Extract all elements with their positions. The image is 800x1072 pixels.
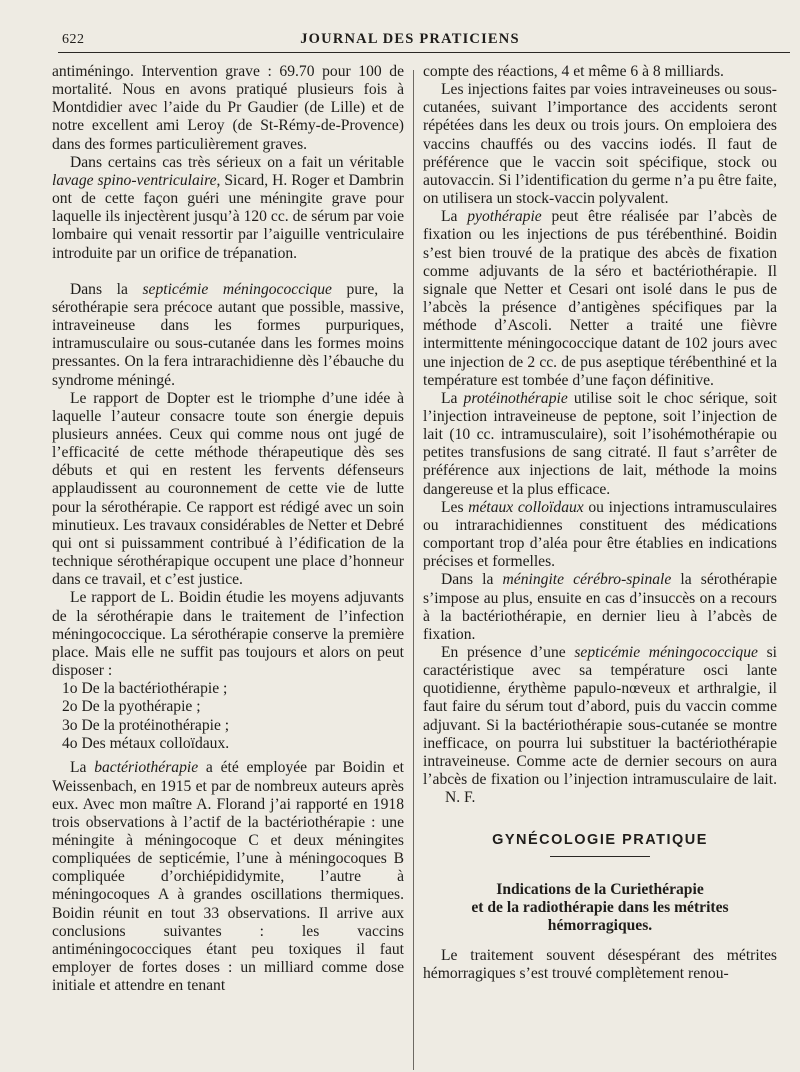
- section-rule: [550, 856, 650, 857]
- right-column: [423, 63, 777, 983]
- paragraph: Dans la septicémie méningococcique pure, la sérothérapie sera précoce autant que possible, massive, intraveineuse dans les formes purpuriques, intramusculaire ou sous-cutanée dans les formes moins pressantes. On la fera intrarachidienne dès l’ébauche du syndrome méningé.: [52, 280, 404, 389]
- article-title-line: hémorragiques.: [547, 916, 653, 934]
- paragraph: Le rapport de Dopter est le triomphe d’une idée à laquelle l’auteur consacre toute son énergie depuis plusieurs années. Ceux qui comme nous ont jugé de l’efficacité de cette méthode thérapeutique dès ses débuts et qui en restent les fervents défenseurs applaudissent au couronnement de cette vie de lutte pour la sérothérapie. Ce rapport est rédigé avec un soin minutieux. Les travaux considérables de Netter et Debré qui ont si puissamment contribué à l’édification de la technique sérothérapique occupent une place d’honneur dans ce travail, et c’est justice.: [52, 389, 404, 589]
- page-header: [40, 28, 780, 50]
- paragraph: La pyothérapie peut être réalisée par l’abcès de fixation ou les injections de pus térébenthiné. Boidin s’est bien trouvé de la pratique des abcès de fixation comme adjuvants de la séro et bactériothérapie. Il signale que Netter et Cesari ont isolé dans le pus de l’abcès la présence d’antigènes spécifiques par la méthode d’Ascoli. Netter a traité une fièvre intermittente méningococcique datant de 102 jours avec une injection de 2 cc. de pus aseptique térébenthiné et la température est tombée d’une façon définitive.: [423, 208, 777, 389]
- article-title-line: et de la radiothérapie dans les métrites: [471, 898, 729, 916]
- list-item: 3o De la protéinothérapie ;: [62, 716, 230, 734]
- paragraph: La protéinothérapie utilise soit le choc sérique, soit l’injection intraveineuse de peptone, soit l’injection de lait (10 cc. intramusculaire), soit l’isohémothérapie ou petites transfusions de sang citraté. Il faut s’arrêter de préférence aux injections de lait, méthode la moins dangereuse et la plus efficace.: [423, 389, 777, 498]
- paragraph: La bactériothérapie a été employée par Boidin et Weissenbach, en 1915 et par de nombreux auteurs après eux. Avec mon maître A. Florand j’ai rapporté en 1918 trois observations à l’actif de la bactériothérapie : une méningite à méningocoque C et deux méningites compliquées de septicémie, l’une à méningocoques B compliquée d’orchiépididymite, l’autre à méningocoques A à grandes oscillations thermiques. Boidin réunit en tout 33 observations. Il arrive aux conclusions suivantes : les vaccins antiméningococciques étant peu toxiques il faut employer de fortes doses : un milliard comme dose initiale et attendre en tenant: [52, 759, 404, 995]
- list-item: 4o Des métaux colloïdaux.: [62, 735, 230, 753]
- paragraph: Le rapport de L. Boidin étudie les moyens adjuvants de la sérothérapie dans le traitement de l’infection méningococcique. La sérothérapie conserve la première place. Mais elle ne suffit pas toujours et alors on peut disposer :: [52, 589, 404, 679]
- article-title: [423, 881, 777, 935]
- list-item: 2o De la pyothérapie ;: [62, 698, 201, 716]
- paragraph: Les métaux colloïdaux ou injections intramusculaires ou intrarachidiennes constituent des médications comportant trop d’aléa pour être établies en indications précises et formelles.: [423, 498, 777, 571]
- journal-title: JOURNAL DES PRATICIENS: [300, 31, 520, 47]
- paragraph: Dans certains cas très sérieux on a fait un véritable lavage spino-ventriculaire, Sicard, H. Roger et Dambrin ont de cette façon guéri une méningite grave pour laquelle ils injectèrent jusqu’à 120 cc. de sérum par voie lombaire qui venait ressortir par l’aiguille ventriculaire introduite par un orifice de trépanation.: [52, 153, 404, 262]
- list-item: 1o De la bactériothérapie ;: [62, 680, 228, 698]
- adjuvant-list: [52, 680, 404, 753]
- column-divider: [413, 70, 414, 1070]
- paragraph: En présence d’une septicémie méningococcique si caractéristique avec sa température osci lante quotidienne, érythème papulo-nœveux et arthralgie, il faut faire du sérum tout d’abord, puis du vaccin comme adjuvant. Si la bactériothérapie sous-cutanée se montre inefficace, on pourra lui substituer la bactériothérapie intraveineuse. Comme acte de dernier secours on aura l’abcès de fixation ou l’injection intramusculaire de lait. N. F.: [423, 644, 777, 807]
- paragraph: compte des réactions, 4 et même 6 à 8 milliards.: [423, 63, 724, 80]
- header-rule: [58, 52, 790, 53]
- section-title: GYNÉCOLOGIE PRATIQUE: [492, 832, 708, 849]
- paragraph: Le traitement souvent désespérant des métrites hémorragiques s’est trouvé complètement renou-: [423, 946, 777, 982]
- paragraph: Les injections faites par voies intraveineuses ou sous-cutanées, suivant l’importance des accidents seront répétées dans les deux ou trois jours. On emploiera des vaccins chauffés ou des vaccins iodés. Il faut de préférence que le vaccin soit spécifique, stock ou autovaccin. Si l’identification du germe n’a pu être faite, on utilisera un stock-vaccin polyvalent.: [423, 81, 777, 208]
- left-column: [52, 63, 404, 995]
- article-title-line: Indications de la Curiethérapie: [496, 880, 704, 898]
- signature: N. F.: [445, 789, 476, 807]
- paragraph: antiméningo. Intervention grave : 69.70 pour 100 de mortalité. Nous en avons pratiqué plusieurs fois à Montdidier avec l’aide du Pr Gaudier (de Lille) et de notre excellent ami Leroy (de St-Rémy-de-Provence) dans des formes particulièrement graves.: [52, 63, 404, 153]
- paragraph: Dans la méningite cérébro-spinale la sérothérapie s’impose au plus, ensuite en cas d’insuccès on a recours à la bactériothérapie, en dernier lieu à l’abcès de fixation.: [423, 571, 777, 643]
- page-number: 622: [62, 32, 85, 47]
